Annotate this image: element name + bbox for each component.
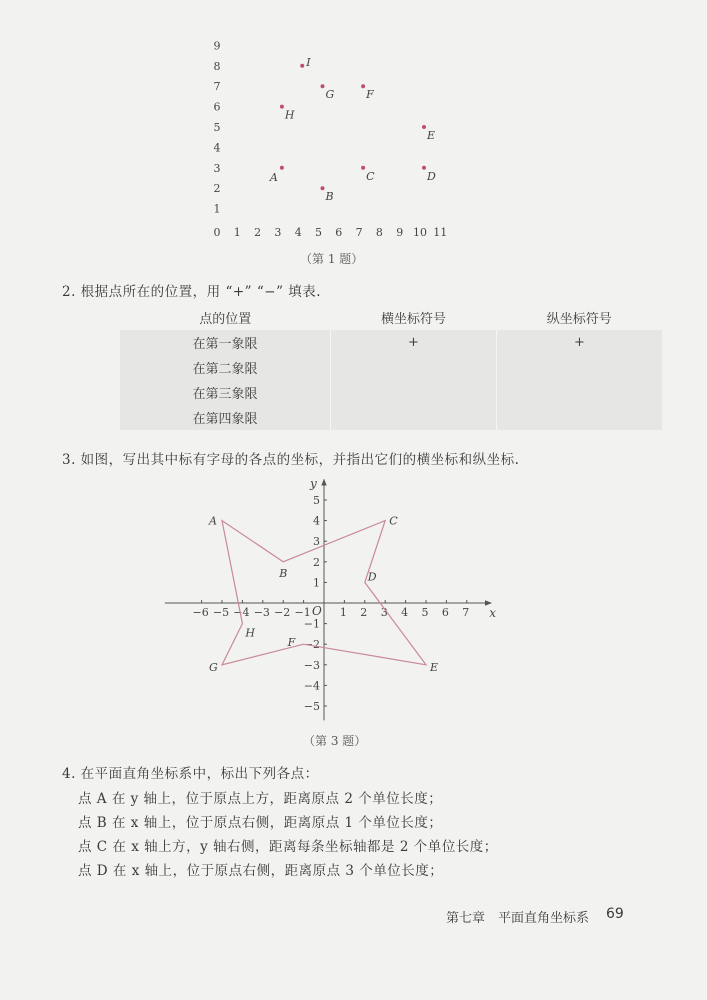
y-tick-label: 8 <box>213 59 221 73</box>
y-tick-label: 3 <box>313 535 320 549</box>
x-tick-label: 7 <box>355 226 363 239</box>
figure-3-caption: （第 3 题） <box>303 734 367 748</box>
question-4-item-a: 点 A 在 y 轴上，位于原点上方，距离原点 2 个单位长度； <box>78 791 443 807</box>
star-point-a: A <box>209 514 217 528</box>
y-tick-label: 2 <box>313 555 320 569</box>
question-4-item-c: 点 C 在 x 轴上方，y 轴右侧，距离每条坐标轴都是 2 个单位长度； <box>78 839 498 855</box>
question-4-item-b: 点 B 在 x 轴上，位于原点右侧，距离原点 1 个单位长度； <box>78 815 443 831</box>
point-label-e: E <box>427 129 436 142</box>
header-x-sign: 横坐标符号 <box>380 312 446 327</box>
point-label-b: B <box>325 190 334 204</box>
y-tick-label: 5 <box>313 494 320 507</box>
x-tick-label: 2 <box>254 226 262 239</box>
question-2-text: 2. 根据点所在的位置，用 “+” “−” 填表. <box>62 284 322 300</box>
header-position: 点的位置 <box>199 312 252 327</box>
point-b <box>321 186 325 190</box>
x-tick-label: 5 <box>315 226 322 239</box>
origin-label: O <box>312 604 322 618</box>
row-position: 在第一象限 <box>120 330 331 355</box>
star-point-labels <box>208 515 438 674</box>
point-c <box>361 166 365 170</box>
figure-1 <box>0 0 707 270</box>
x-tick-label: 8 <box>375 226 383 239</box>
x-tick-label: −6 <box>192 606 209 619</box>
point-label-g: G <box>325 88 335 102</box>
point-d <box>422 166 426 170</box>
x-tick-label: 5 <box>421 606 429 619</box>
row-position: 在第二象限 <box>120 355 331 380</box>
x-tick-label: 0 <box>213 226 221 239</box>
star-point-b: B <box>279 566 288 580</box>
x-tick-label: 6 <box>335 226 343 239</box>
row-x-sign <box>331 405 497 430</box>
x-tick-label: 4 <box>401 606 409 619</box>
question-4-text: 4. 在平面直角坐标系中，标出下列各点： <box>62 766 319 782</box>
table-row <box>120 405 662 430</box>
point-a <box>280 166 284 170</box>
star-point-h: H <box>245 626 255 640</box>
row-x-sign: + <box>331 330 497 355</box>
star-point-f: F <box>287 636 296 650</box>
figure-1-x-tick-labels <box>214 226 448 239</box>
page-number: 69 <box>606 906 624 922</box>
figure-1-y-tick-labels <box>214 39 221 215</box>
y-axis-label: y <box>310 476 317 491</box>
row-y-sign <box>497 405 663 430</box>
x-axis-label: x <box>489 606 497 620</box>
row-position: 在第四象限 <box>120 405 331 430</box>
figure-3-chart <box>0 470 707 750</box>
y-tick-label: 4 <box>213 141 221 155</box>
y-tick-label: −2 <box>303 638 320 652</box>
y-tick-label: 9 <box>213 39 221 53</box>
x-tick-label: 4 <box>294 226 302 239</box>
x-tick-label: 10 <box>413 226 427 239</box>
x-tick-label: −5 <box>212 606 230 619</box>
point-f <box>361 84 365 88</box>
row-x-sign <box>331 380 497 405</box>
y-tick-label: −5 <box>303 700 320 713</box>
y-tick-label: 3 <box>213 161 221 175</box>
table-row <box>120 330 662 355</box>
x-tick-label: 3 <box>274 226 282 239</box>
y-tick-label: 4 <box>313 514 320 528</box>
point-label-h: H <box>284 108 295 122</box>
figure-1-caption: （第 1 题） <box>300 252 364 266</box>
point-label-a: A <box>269 170 278 184</box>
point-label-f: F <box>366 88 374 102</box>
y-tick-label: 1 <box>213 202 221 216</box>
y-tick-label: −1 <box>303 617 320 631</box>
sign-table-header <box>120 305 662 330</box>
row-y-sign <box>497 380 663 405</box>
question-3-text: 3. 如图，写出其中标有字母的各点的坐标，并指出它们的横坐标和纵坐标. <box>62 452 520 468</box>
y-tick-label: 1 <box>313 576 320 590</box>
x-tick-label: 1 <box>339 606 347 619</box>
x-tick-label: 1 <box>233 226 241 239</box>
x-tick-label: 3 <box>380 606 388 619</box>
x-tick-label: 9 <box>396 226 404 239</box>
point-i <box>300 64 304 68</box>
x-tick-label: −4 <box>233 606 250 619</box>
point-label-d: D <box>427 169 436 183</box>
y-tick-label: 2 <box>213 182 221 196</box>
point-e <box>422 125 426 129</box>
point-h <box>280 105 284 109</box>
figure-1-points <box>269 56 436 203</box>
star-point-e: E <box>430 660 439 674</box>
x-tick-label: −3 <box>253 606 270 619</box>
row-y-sign: + <box>497 330 663 355</box>
x-tick-label: 6 <box>441 606 449 619</box>
point-label-i: I <box>306 55 311 69</box>
x-tick-label: 7 <box>462 606 470 619</box>
x-tick-label: −2 <box>274 606 291 619</box>
header-y-sign: 纵坐标符号 <box>546 312 612 327</box>
table-row <box>120 380 662 405</box>
table-row <box>120 355 662 380</box>
row-y-sign <box>497 355 663 380</box>
star-point-g: G <box>209 660 218 674</box>
y-tick-label: 6 <box>213 100 221 114</box>
y-tick-label: −4 <box>303 679 320 693</box>
y-tick-label: 7 <box>213 80 221 94</box>
x-tick-label: 2 <box>360 606 368 619</box>
row-position: 在第三象限 <box>120 380 331 405</box>
y-tick-label: 5 <box>213 121 221 134</box>
question-4-item-d: 点 D 在 x 轴上，位于原点右侧，距离原点 3 个单位长度； <box>78 863 444 879</box>
x-tick-label: −1 <box>294 606 311 619</box>
sign-table <box>120 305 662 430</box>
point-label-c: C <box>366 169 375 183</box>
y-tick-label: −3 <box>303 658 320 672</box>
chapter-title: 第七章 平面直角坐标系 <box>446 911 590 926</box>
point-g <box>321 84 325 88</box>
star-point-d: D <box>367 570 377 584</box>
star-point-c: C <box>389 514 398 528</box>
row-x-sign <box>331 355 497 380</box>
x-tick-label: 11 <box>433 226 448 239</box>
